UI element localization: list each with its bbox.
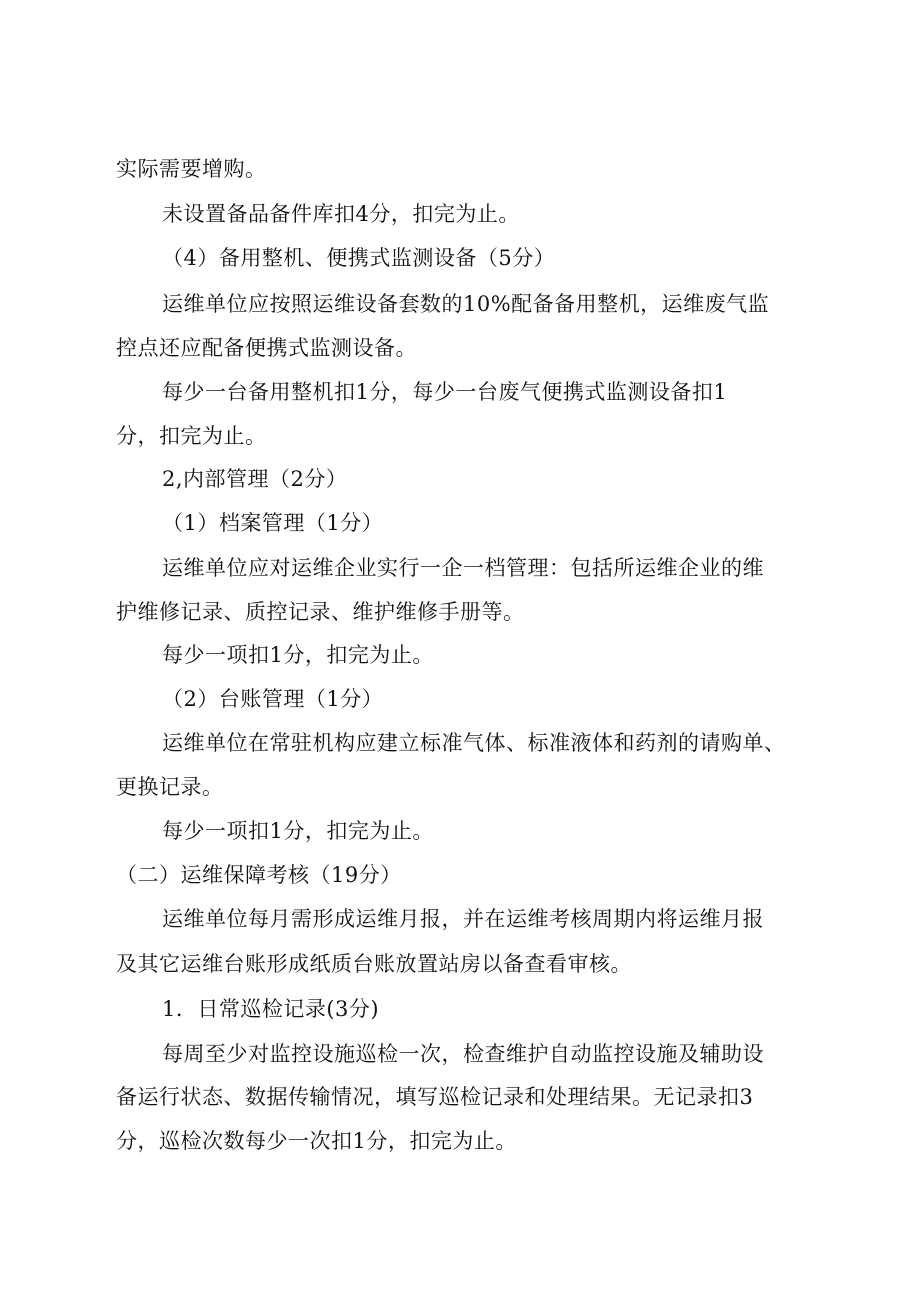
text-line: 控点还应配备便携式监测设备。 (116, 336, 417, 360)
text-line: 运维单位在常驻机构应建立标准气体、标准液体和药剂的请购单、 (162, 731, 786, 755)
text-line: 每少一台备用整机扣1分，每少一台废气便携式监测设备扣1 (162, 380, 728, 404)
text-line: 未设置备品备件库扣4分，扣完为止。 (162, 202, 520, 226)
text-line: 运维单位应对运维企业实行一企一档管理：包括所运维企业的维 (162, 556, 764, 580)
text-line: 每周至少对监控设施巡检一次，检查维护自动监控设施及辅助设 (162, 1042, 764, 1066)
section-heading: （2）台账管理（1分） (162, 687, 384, 711)
text-line: 实际需要增购。 (116, 157, 267, 181)
text-line: 护维修记录、质控记录、维护维修手册等。 (116, 600, 525, 624)
section-heading: 2,内部管理（2分） (162, 467, 348, 491)
text-line: 每少一项扣1分，扣完为止。 (162, 643, 434, 667)
text-line: 运维单位应按照运维设备套数的10%配备备用整机，运维废气监 (162, 292, 770, 316)
section-heading: 1．日常巡检记录(3分) (162, 997, 380, 1021)
text-line: 分，巡检次数每少一次扣1分，扣完为止。 (116, 1129, 517, 1153)
text-line: 更换记录。 (116, 775, 224, 799)
text-line: 分，扣完为止。 (116, 424, 267, 448)
section-heading: （1）档案管理（1分） (162, 511, 384, 535)
text-line: 运维单位每月需形成运维月报，并在运维考核周期内将运维月报 (162, 907, 764, 931)
text-line: 及其它运维台账形成纸质台账放置站房以备查看审核。 (116, 952, 632, 976)
text-line: 每少一项扣1分，扣完为止。 (162, 819, 434, 843)
text-line: 备运行状态、数据传输情况，填写巡检记录和处理结果。无记录扣3 (116, 1085, 754, 1109)
section-heading: （二）运维保障考核（19分） (116, 863, 402, 887)
section-heading: （4）备用整机、便携式监测设备（5分） (162, 246, 556, 270)
